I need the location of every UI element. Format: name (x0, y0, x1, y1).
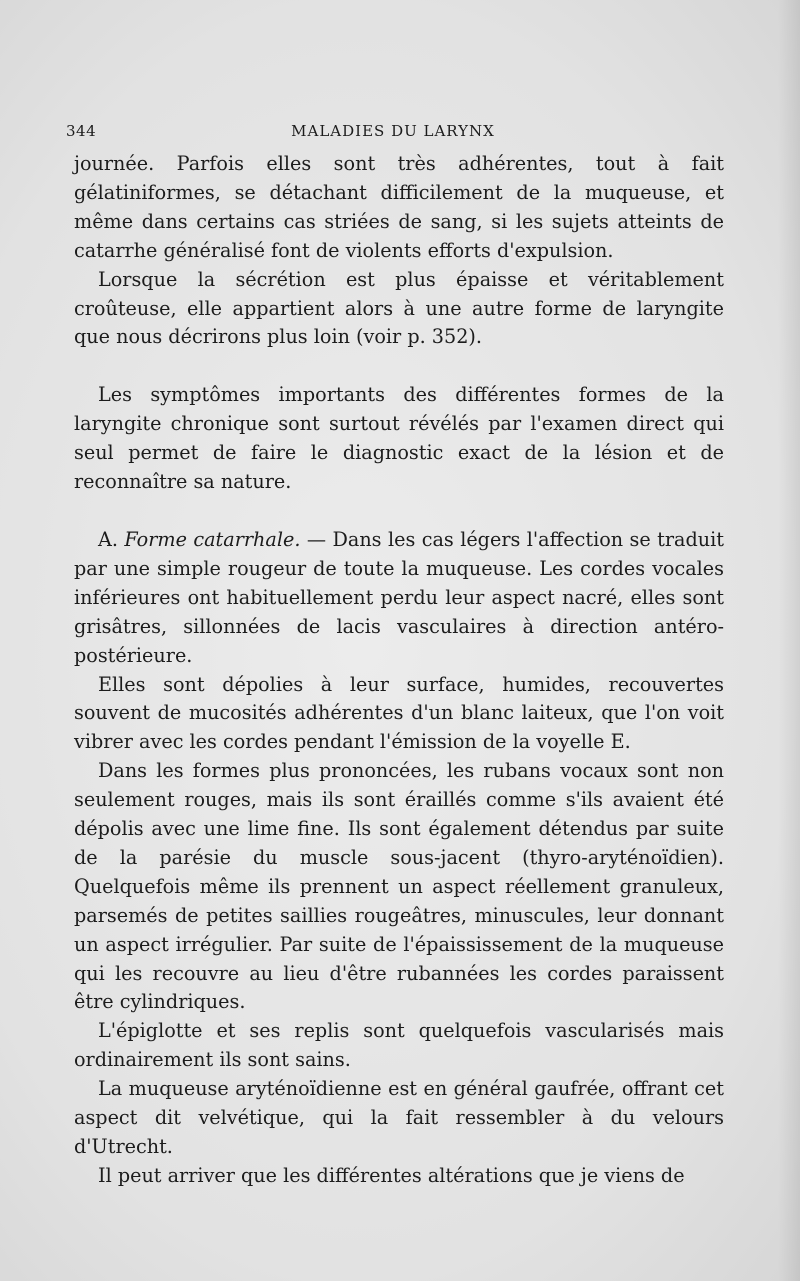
section-label: A. (98, 527, 118, 551)
paragraph-truncated: Il peut arriver que les différentes altérations que je viens de (98, 1163, 685, 1187)
paragraph-epiglotte: L'épiglotte et ses replis sont quelquefois vascularisés mais ordinairement ils sont sains. (74, 1019, 724, 1072)
paragraph-muqueuse: La muqueuse aryténoïdienne est en général gaufrée, offrant cet aspect dit velvétique, qui la fait ressembler à du velours d'Utrecht. (74, 1077, 724, 1158)
running-title: MALADIES DU LARYNX (291, 122, 495, 140)
paragraph-continued: journée. Parfois elles sont très adhérentes, tout à fait gélatiniformes, se détachant difficilement de la muqueuse, et même dans certains cas striées de sang, si les sujets atteints de catarrhe généralisé font de violents efforts d'expulsion. (74, 152, 724, 262)
section-term: Forme catarrhale. (124, 527, 301, 551)
page-number: 344 (66, 122, 97, 140)
page-header (66, 122, 720, 146)
page-edge-shadow (778, 0, 800, 1281)
paragraph-forme-catarrhale (74, 526, 724, 671)
paragraph-formes-prononcees: Dans les formes plus prononcées, les rubans vocaux sont non seulement rouges, mais ils sont éraillés comme s'ils avaient été dépolis avec une lime fine. Ils sont également détendus par suite de la parésie du muscle sous-jacent (thyro-aryténoïdien). Quelquefois même ils prennent un aspect réellement granuleux, parsemés de petites saillies rougeâtres, minuscules, leur donnant un aspect irrégulier. Par suite de l'épaississement de la muqueuse qui les recouvre au lieu d'être rubannées les cordes paraissent être cylindriques. (74, 759, 724, 1014)
paragraph-secretion: Lorsque la sécrétion est plus épaisse et véritablement croûteuse, elle appartient alors à une autre forme de laryngite que nous décrirons plus loin (voir p. 352). (74, 267, 724, 349)
paragraph-depolies: Elles sont dépolies à leur surface, humides, recouvertes souvent de mucosités adhérentes d'un blanc laiteux, que l'on voit vibrer avec les cordes pendant l'émission de la voyelle E. (74, 672, 724, 754)
paragraph-symptomes: Les symptômes importants des différentes formes de la laryngite chronique sont surtout révélés par l'examen direct qui seul permet de faire le diagnostic exact de la lésion et de reconnaître sa nature. (74, 383, 724, 494)
body-text (74, 150, 724, 1191)
paragraph-text: — Dans les cas légers l'affection se traduit par une simple rougeur de toute la muqueuse. Les cordes vocales inférieures ont habituellement perdu leur aspect nacré, elles sont grisâtres, sillonnées de lacis vasculaires à direction antéro-postérieure. (74, 527, 724, 667)
